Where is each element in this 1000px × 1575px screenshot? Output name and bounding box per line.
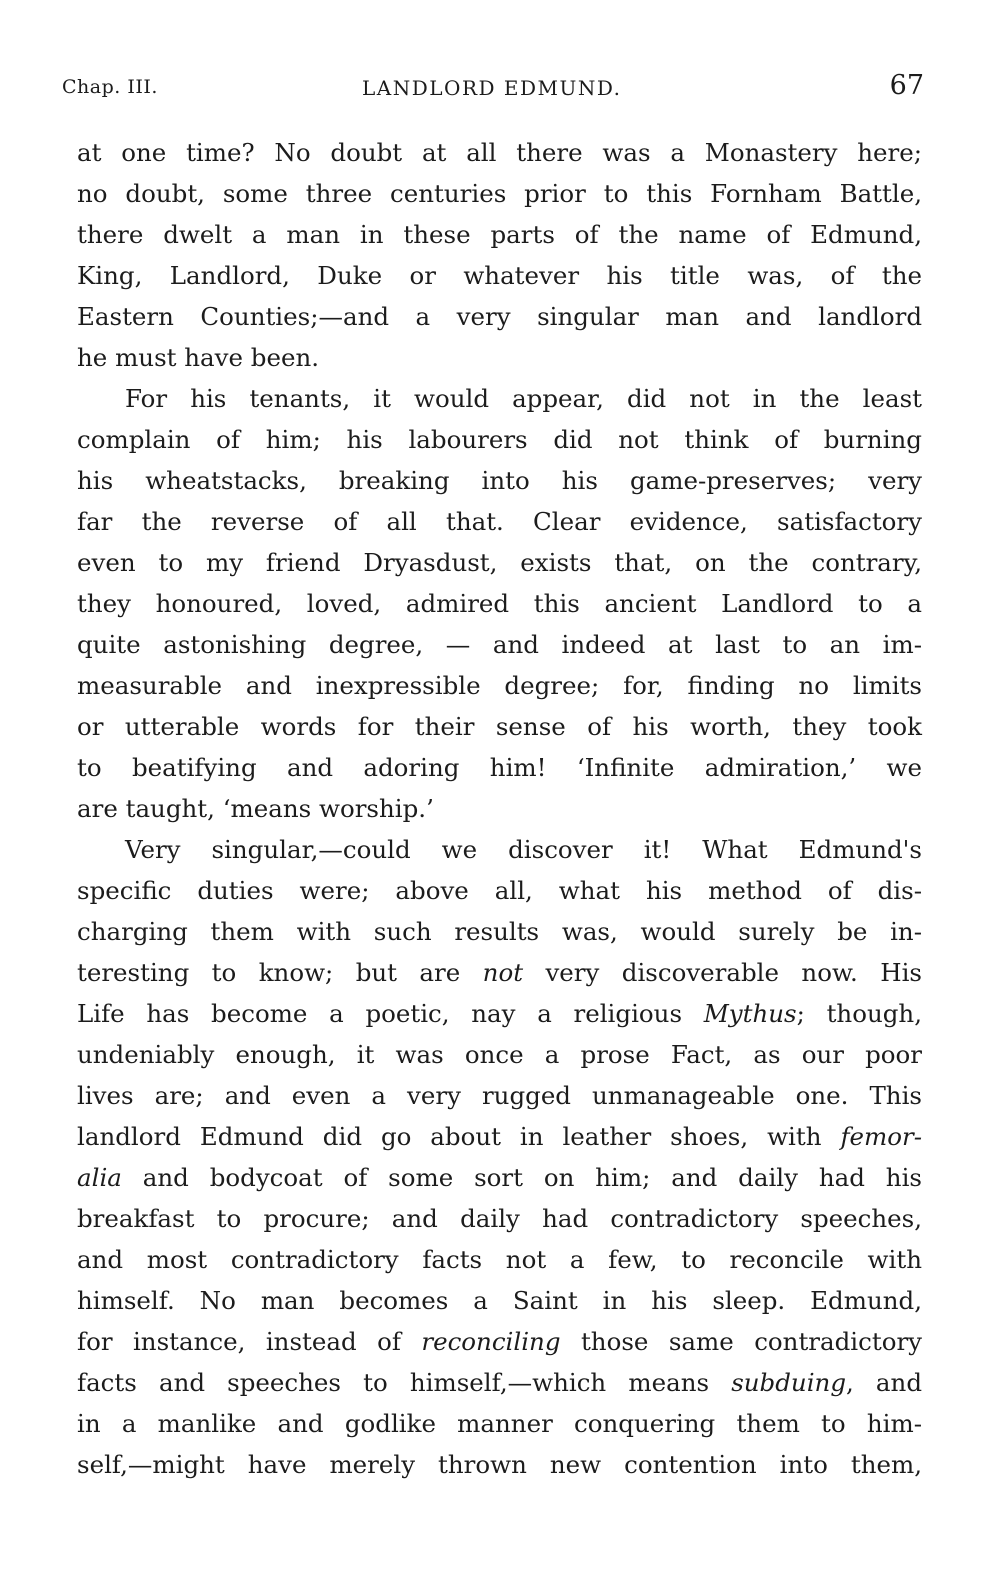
body-text xyxy=(77,132,922,1485)
text-line: Life has become a poetic, nay a religious Mythus; though, xyxy=(77,999,922,1028)
text-line: in a manlike and godlike manner conquering them to him- xyxy=(77,1409,922,1438)
text-line: are taught, ‘means worship.’ xyxy=(77,794,434,823)
page-number: 67 xyxy=(889,70,924,101)
text-line: Very singular,—could we discover it! What Edmund's xyxy=(125,835,922,864)
text-line: landlord Edmund did go about in leather shoes, with femor- xyxy=(77,1122,922,1151)
chapter-label: Chap. III. xyxy=(62,76,158,98)
running-title: LANDLORD EDMUND. xyxy=(362,76,622,100)
text-line: King, Landlord, Duke or whatever his title was, of the xyxy=(77,261,922,290)
text-line: undeniably enough, it was once a prose Fact, as our poor xyxy=(77,1040,922,1069)
text-line: lives are; and even a very rugged unmanageable one. This xyxy=(77,1081,922,1110)
text-line: there dwelt a man in these parts of the name of Edmund, xyxy=(77,220,922,249)
running-head xyxy=(62,68,924,108)
text-line: Eastern Counties;—and a very singular man and landlord xyxy=(77,302,922,331)
text-line: his wheatstacks, breaking into his game-preserves; very xyxy=(77,466,922,495)
text-line: even to my friend Dryasdust, exists that, on the contrary, xyxy=(77,548,922,577)
text-line: and most contradictory facts not a few, to reconcile with xyxy=(77,1245,922,1274)
text-line: complain of him; his labourers did not think of burning xyxy=(77,425,922,454)
text-line: himself. No man becomes a Saint in his sleep. Edmund, xyxy=(77,1286,922,1315)
text-line: he must have been. xyxy=(77,343,320,372)
text-line: For his tenants, it would appear, did not in the least xyxy=(125,384,922,413)
text-line: facts and speeches to himself,—which means subduing, and xyxy=(77,1368,923,1397)
text-line: teresting to know; but are not very discoverable now. His xyxy=(77,958,922,987)
text-line: specific duties were; above all, what his method of dis- xyxy=(77,876,922,905)
text-line: quite astonishing degree, — and indeed at last to an im- xyxy=(77,630,922,659)
text-line: no doubt, some three centuries prior to this Fornham Battle, xyxy=(77,179,922,208)
text-line: to beatifying and adoring him! ‘Infinite admiration,’ we xyxy=(77,753,922,782)
text-line: breakfast to procure; and daily had contradictory speeches, xyxy=(77,1204,922,1233)
text-line: charging them with such results was, would surely be in- xyxy=(77,917,922,946)
text-line: far the reverse of all that. Clear evidence, satisfactory xyxy=(77,507,922,536)
text-line: alia and bodycoat of some sort on him; and daily had his xyxy=(77,1163,922,1192)
text-line: self,—might have merely thrown new contention into them, xyxy=(77,1450,922,1479)
text-line: they honoured, loved, admired this ancient Landlord to a xyxy=(77,589,922,618)
text-line: for instance, instead of reconciling those same contradictory xyxy=(77,1327,922,1356)
text-line: measurable and inexpressible degree; for, finding no limits xyxy=(77,671,922,700)
text-line: at one time? No doubt at all there was a Monastery here; xyxy=(77,138,922,167)
text-line: or utterable words for their sense of his worth, they took xyxy=(77,712,922,741)
